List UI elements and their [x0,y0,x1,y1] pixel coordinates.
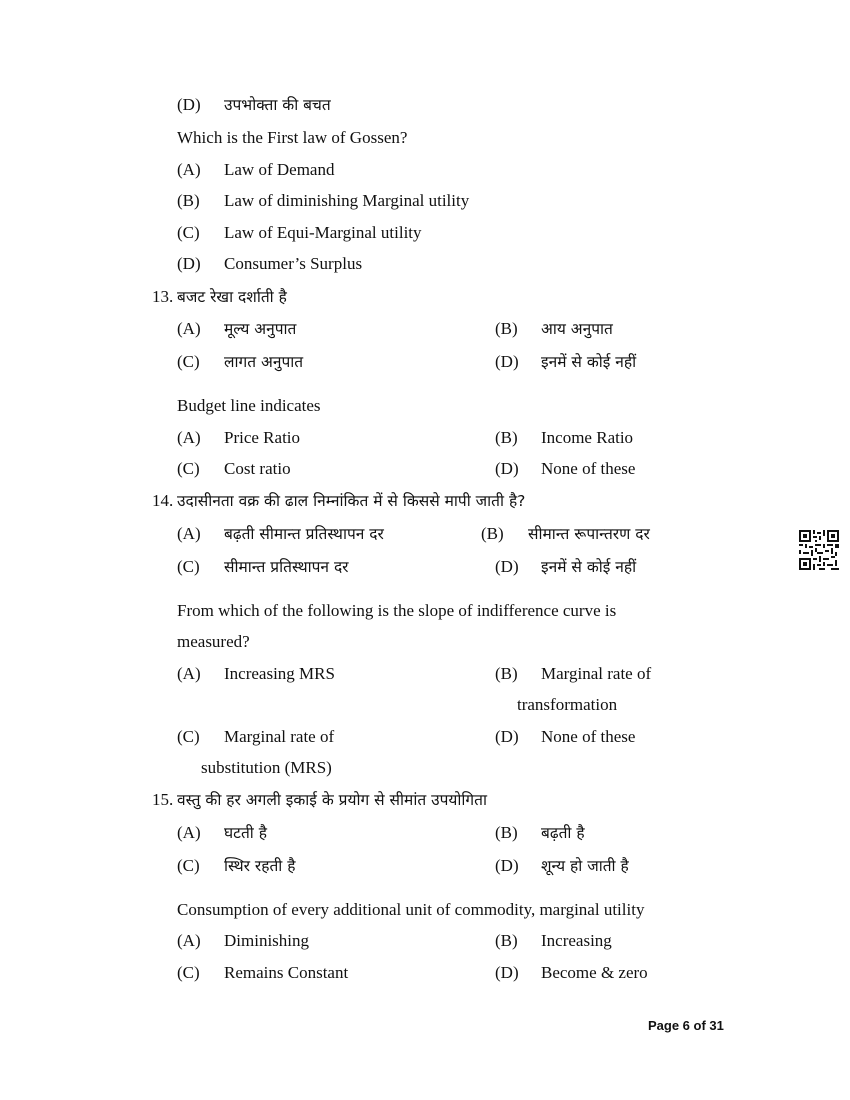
option-label: (C) [177,352,200,371]
option-text: बढ़ती है [541,824,585,842]
option-label: (A) [177,931,201,950]
qr-code-icon [799,530,839,570]
option-text-continued: substitution (MRS) [201,758,332,777]
option-text: Become & zero [541,963,648,982]
option-text: इनमें से कोई नहीं [541,353,637,371]
option-label: (A) [177,428,201,447]
option-label: (A) [177,664,201,683]
option-label: (A) [177,823,201,842]
question-text: उदासीनता वक्र की ढाल निम्नांकित में से किससे मापी जाती है? [177,492,526,510]
option-text: शून्य हो जाती है [541,857,629,875]
option-text: Remains Constant [224,963,349,982]
option-label: (D) [495,963,519,982]
option-text: Law of diminishing Marginal utility [224,191,470,210]
option-label: (D) [495,856,519,875]
option-label: (D) [495,459,519,478]
question-number: 13. [152,287,174,306]
option-label: (A) [177,160,201,179]
option-label: (D) [177,95,201,114]
option-label: (D) [495,352,519,371]
page-number: Page 6 of 31 [648,1018,724,1033]
question-text: From which of the following is the slope of indifference curve is [177,601,617,620]
option-text: स्थिर रहती है [224,857,296,875]
option-label: (B) [177,191,200,210]
option-text: Law of Demand [224,160,335,179]
option-label: (C) [177,459,200,478]
option-label: (A) [177,319,201,338]
option-label: (A) [177,524,201,543]
option-label: (B) [495,664,518,683]
option-text: Increasing [541,931,612,950]
question-text-continued: measured? [177,632,250,651]
option-label: (D) [177,254,201,273]
option-label: (C) [177,223,200,242]
option-text: Marginal rate of [541,664,652,683]
option-text: आय अनुपात [541,320,613,338]
option-label: (B) [495,428,518,447]
option-label: (C) [177,727,200,746]
option-text: Cost ratio [224,459,291,478]
option-label: (D) [495,557,519,576]
option-text: लागत अनुपात [224,353,304,371]
option-label: (C) [177,557,200,576]
option-text-continued: transformation [517,695,618,714]
option-text: इनमें से कोई नहीं [541,558,637,576]
question-text: Consumption of every additional unit of commodity, marginal utility [177,900,645,919]
option-text: None of these [541,727,636,746]
option-text: बढ़ती सीमान्त प्रतिस्थापन दर [224,525,384,543]
option-text: None of these [541,459,636,478]
option-text: Diminishing [224,931,310,950]
option-label: (C) [177,963,200,982]
question-text: बजट रेखा दर्शाती है [177,288,287,306]
option-text: मूल्य अनुपात [224,320,297,338]
option-text: Income Ratio [541,428,634,447]
question-number: 14. [152,491,174,510]
option-text: सीमान्त रूपान्तरण दर [528,525,650,543]
question-number: 15. [152,790,174,809]
question-text: Which is the First law of Gossen? [177,128,408,147]
option-label: (B) [495,931,518,950]
option-text: Increasing MRS [224,664,335,683]
option-label: (C) [177,856,200,875]
option-label: (B) [495,823,518,842]
option-text: सीमान्त प्रतिस्थापन दर [224,558,349,576]
option-text: Marginal rate of [224,727,335,746]
question-text: वस्तु की हर अगली इकाई के प्रयोग से सीमांत उपयोगिता [177,791,487,809]
option-text: उपभोक्ता की बचत [224,96,331,114]
option-label: (D) [495,727,519,746]
option-label: (B) [495,319,518,338]
option-text: Price Ratio [224,428,301,447]
option-text: घटती है [224,824,267,842]
question-text: Budget line indicates [177,396,321,415]
option-text: Law of Equi-Marginal utility [224,223,422,242]
option-label: (B) [481,524,504,543]
option-text: Consumer’s Surplus [224,254,363,273]
